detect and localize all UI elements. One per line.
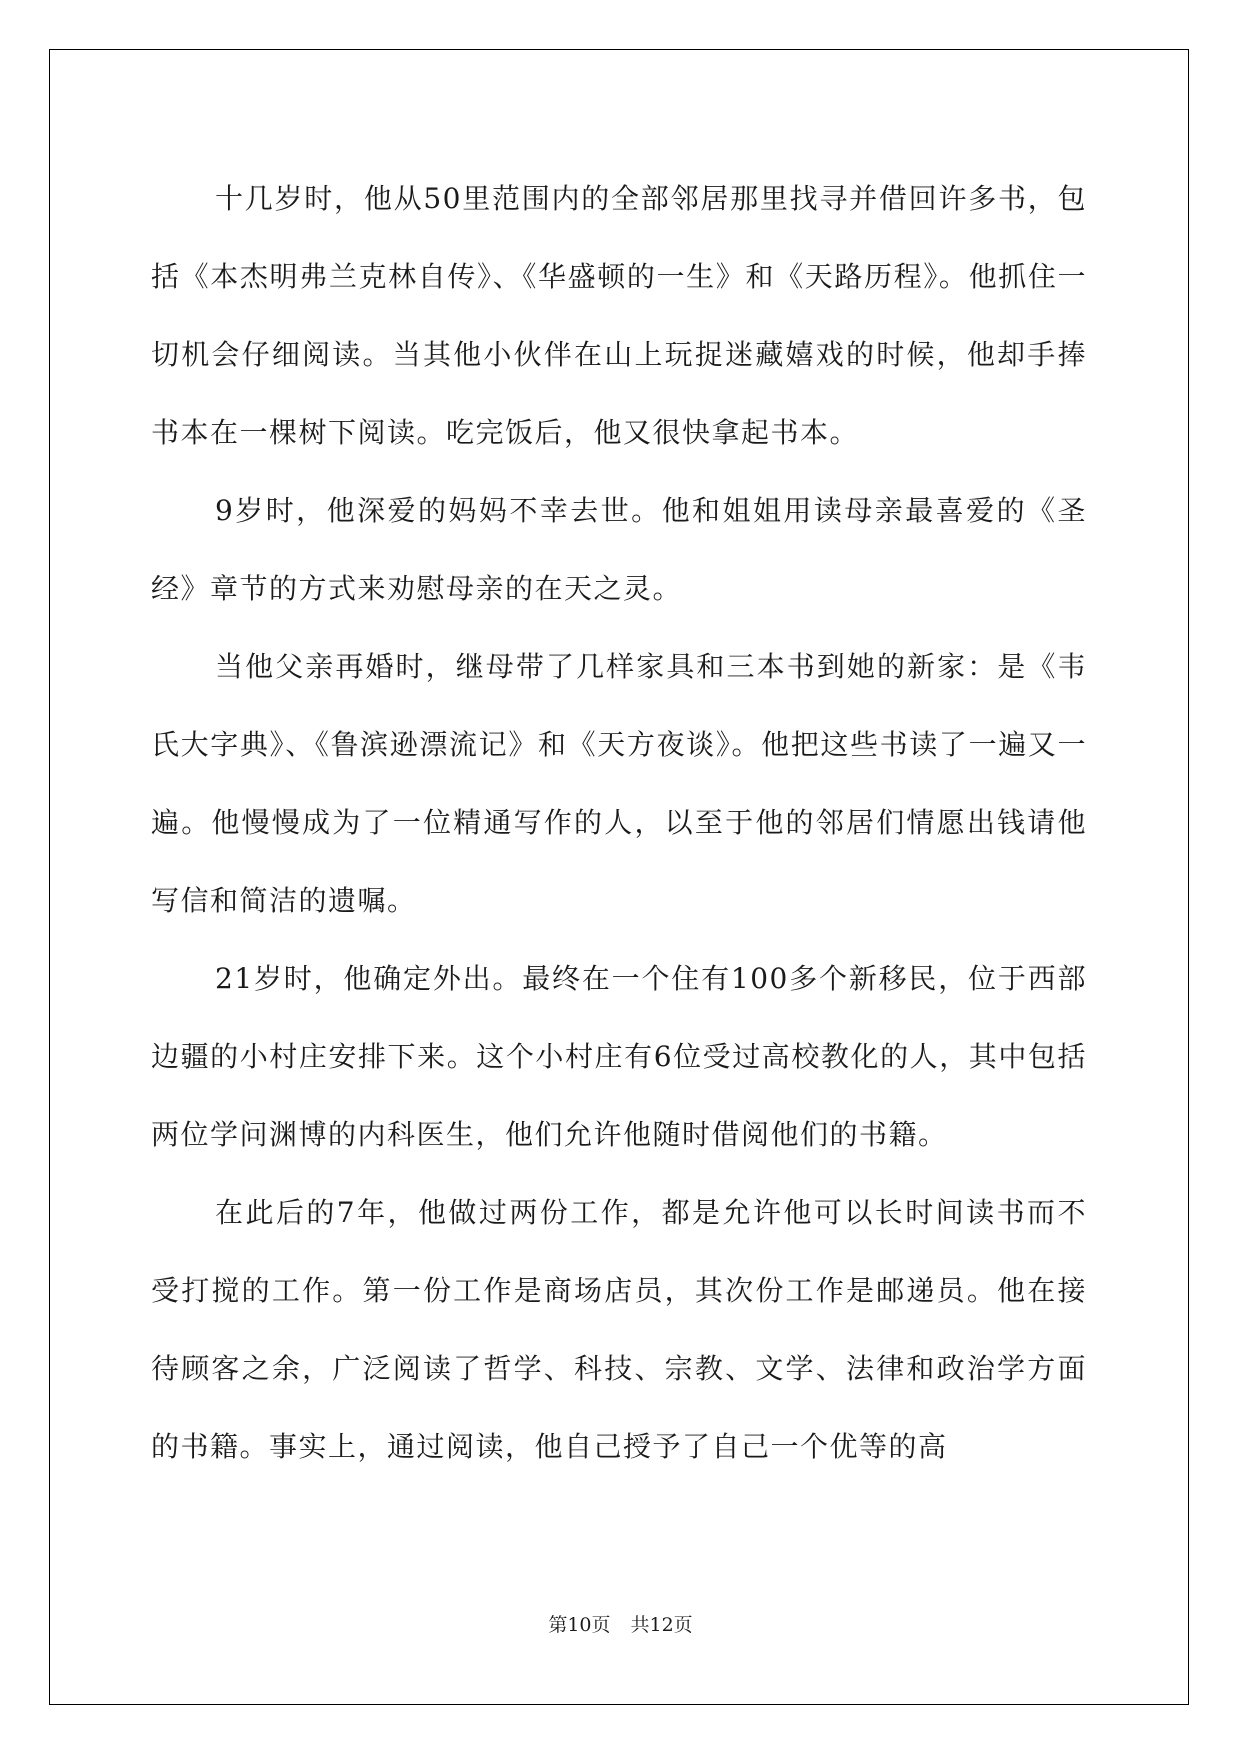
paragraph-1: 十几岁时，他从50里范围内的全部邻居那里找寻并借回许多书，包括《本杰明弗兰克林自传》、《华盛顿的一生》和《天路历程》。他抓住一切机会仔细阅读。当其他小伙伴在山上玩捉迷藏嬉戏的时候，他却手捧书本在一棵树下阅读。吃完饭后，他又很快拿起书本。 [151,182,1087,449]
current-page-label: 第10页 [548,1614,611,1636]
paragraph-5: 在此后的7年，他做过两份工作，都是允许他可以长时间读书而不受打搅的工作。第一份工作是商场店员，其次份工作是邮递员。他在接待顾客之余，广泛阅读了哲学、科技、宗教、文学、法律和政治学方面的书籍。事实上，通过阅读，他自己授予了自己一个优等的高 [151,1196,1087,1463]
paragraph-4: 21岁时，他确定外出。最终在一个住有100多个新移民，位于西部边疆的小村庄安排下来。这个小村庄有6位受过高校教化的人，其中包括两位学问渊博的内科医生，他们允许他随时借阅他们的书籍。 [151,962,1087,1151]
document-body [151,160,1087,1486]
paragraph-2: 9岁时，他深爱的妈妈不幸去世。他和姐姐用读母亲最喜爱的《圣经》章节的方式来劝慰母亲的在天之灵。 [151,494,1087,605]
page-footer [0,1610,1241,1637]
total-pages-label: 共12页 [630,1614,693,1636]
paragraph-3: 当他父亲再婚时，继母带了几样家具和三本书到她的新家：是《韦氏大字典》、《鲁滨逊漂流记》和《天方夜谈》。他把这些书读了一遍又一遍。他慢慢成为了一位精通写作的人，以至于他的邻居们情愿出钱请他写信和简洁的遗嘱。 [151,650,1087,917]
